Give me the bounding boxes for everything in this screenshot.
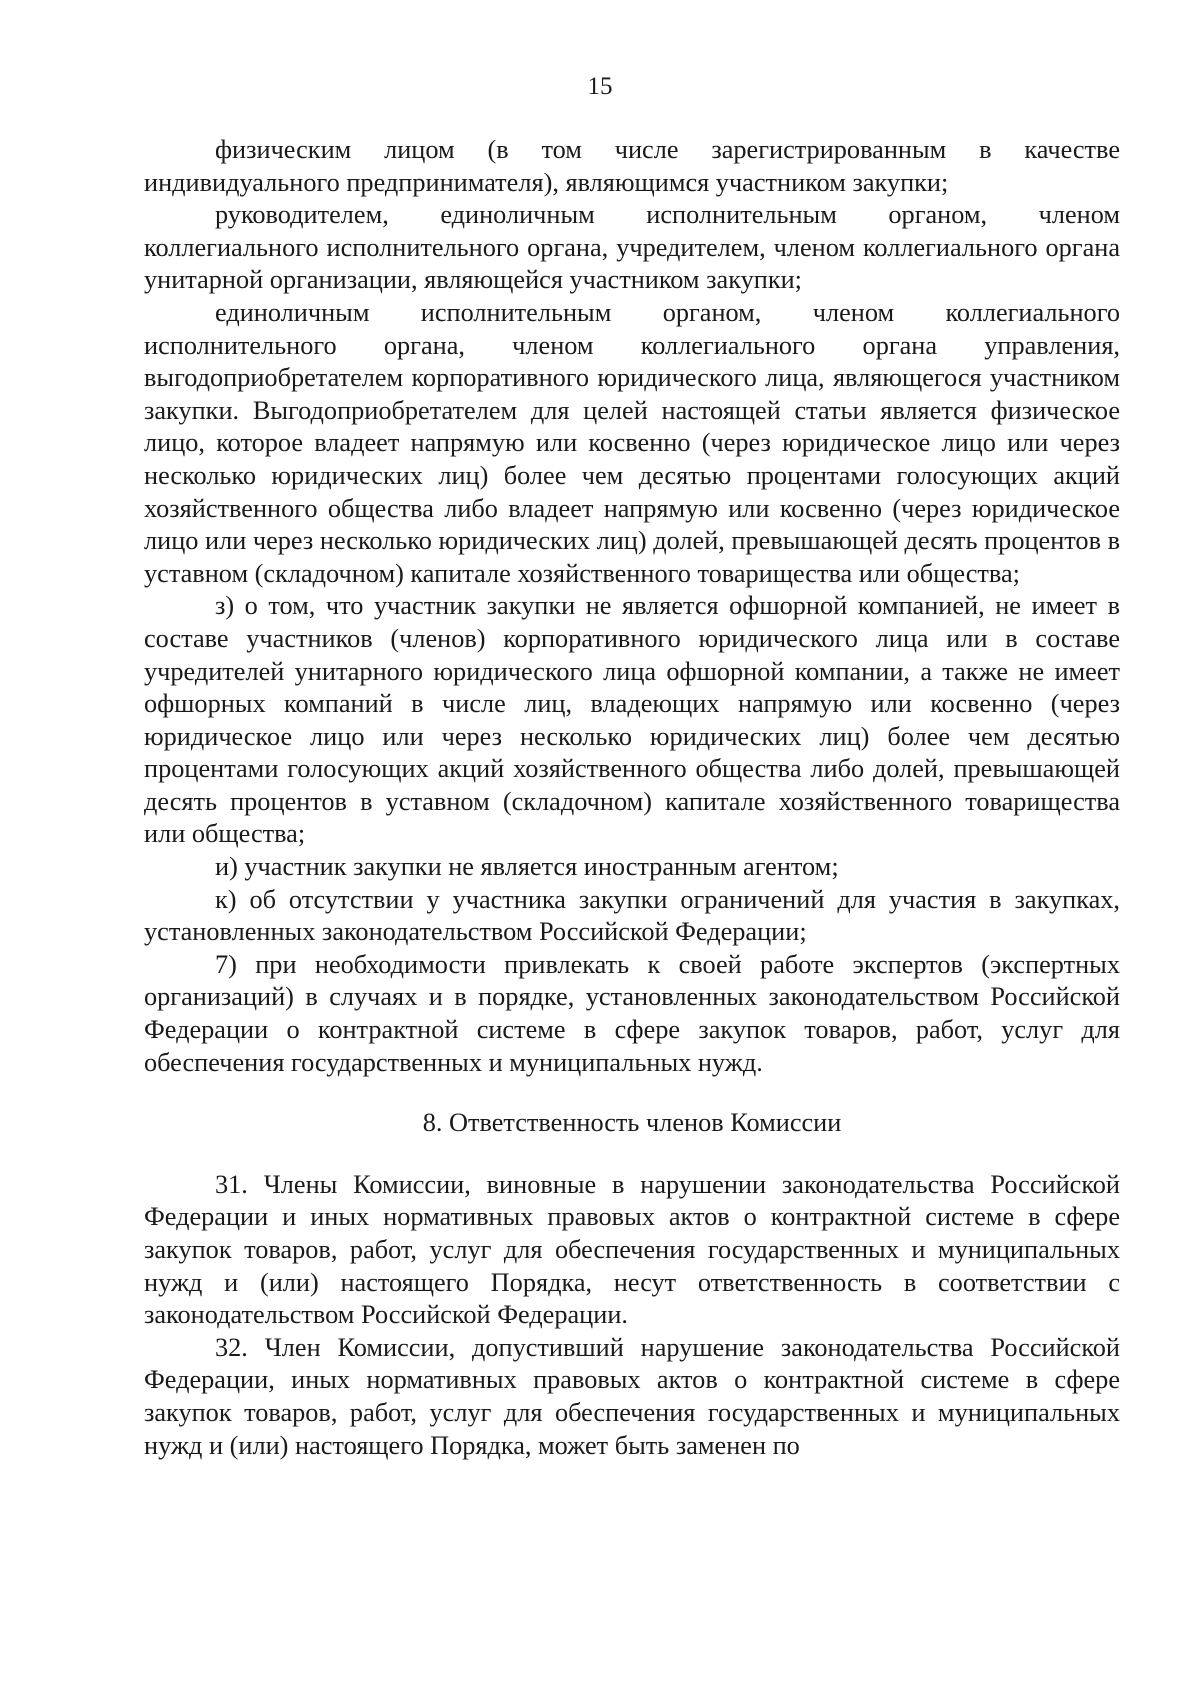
paragraph: и) участник закупки не является иностранным агентом; [215, 852, 839, 882]
paragraph: 7) при необходимости привлекать к своей работе экспертов (экспертных организаций) в случаях и в порядке, установленных законодательством Российской Федерации о контрактной системе в сфере закупок товаров, работ, услуг для обеспечения государственных и муниципальных нужд. [144, 949, 1120, 1077]
paragraph: единоличным исполнительным органом, членом коллегиального исполнительного органа, членом коллегиального органа управления, выгодоприобретателем корпоративного юридического лица, являющегося участником закупки. Выгодоприобретателем для целей настоящей статьи является физическое лицо, которое владеет напрямую или косвенно (через юридическое лицо или через несколько юридических лиц) более чем десятью процентами голосующих акций хозяйственного общества либо владеет напрямую или косвенно (через юридическое лицо или через несколько юридических лиц) долей, превышающей десять процентов в уставном (складочном) капитале хозяйственного товарищества или общества; [144, 297, 1120, 588]
paragraph: к) об отсутствии у участника закупки ограничений для участия в закупках, установленных законодательством Российской Федерации; [144, 884, 1120, 947]
paragraph: 31. Члены Комиссии, виновные в нарушении законодательства Российской Федерации и иных нормативных правовых актов о контрактной системе в сфере закупок товаров, работ, услуг для обеспечения государственных и муниципальных нужд и (или) настоящего Порядка, несут ответственность в соответствии с законодательством Российской Федерации. [144, 1169, 1120, 1330]
paragraph: 32. Член Комиссии, допустивший нарушение законодательства Российской Федерации, иных нормативных правовых актов о контрактной системе в сфере закупок товаров, работ, услуг для обеспечения государственных и муниципальных нужд и (или) настоящего Порядка, может быть заменен по [144, 1332, 1120, 1460]
document-body [144, 134, 1120, 1462]
paragraph: руководителем, единоличным исполнительным органом, членом коллегиального исполнительного органа, учредителем, членом коллегиального органа унитарной организации, являющейся участником закупки; [144, 200, 1120, 295]
paragraph: физическим лицом (в том числе зарегистрированным в качестве индивидуального предпринимателя), являющимся участником закупки; [144, 135, 1120, 197]
page-number: 15 [587, 73, 613, 100]
section-heading: 8. Ответственность членов Комиссии [422, 1108, 842, 1138]
paragraph: з) о том, что участник закупки не является офшорной компанией, не имеет в составе участников (членов) корпоративного юридического лица или в составе учредителей унитарного юридического лица офшорной компании, а также не имеет офшорных компаний в числе лиц, владеющих напрямую или косвенно (через юридическое лицо или через несколько юридических лиц) более чем десятью процентами голосующих акций хозяйственного общества либо долей, превышающей десять процентов в уставном (складочном) капитале хозяйственного товарищества или общества; [144, 591, 1120, 849]
